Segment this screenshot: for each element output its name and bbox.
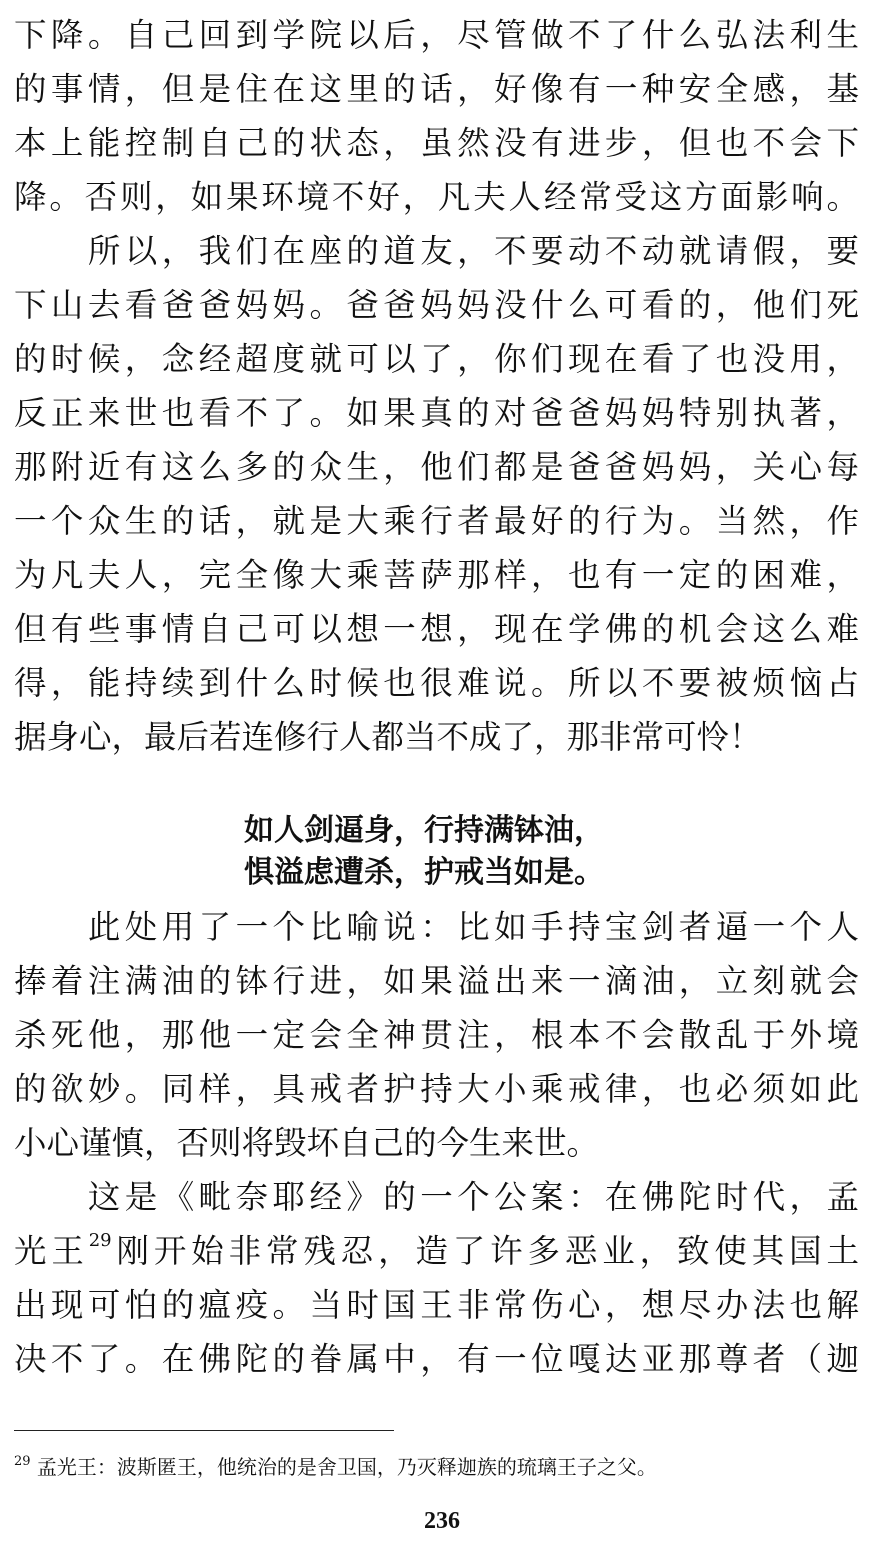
paragraph-block-1 <box>14 8 859 764</box>
text-line: 下降。自己回到学院以后，尽管做不了什么弘法利生 <box>14 16 859 54</box>
text-line: 那附近有这么多的众生，他们都是爸爸妈妈，关心每 <box>14 448 859 486</box>
text-line: 小心谨慎，否则将毁坏自己的今生来世。 <box>14 1124 600 1162</box>
footnote-text: 孟光王：波斯匿王，他统治的是舍卫国，乃灭释迦族的琉璃王子之父。 <box>36 1455 657 1479</box>
text-line: 反正来世也看不了。如果真的对爸爸妈妈特别执著， <box>14 394 859 432</box>
text-line: 的欲妙。同样，具戒者护持大小乘戒律，也必须如此 <box>14 1070 859 1108</box>
text-line: 出现可怕的瘟疫。当时国王非常伤心，想尽办法也解 <box>14 1286 859 1324</box>
text-line: 这是《毗奈耶经》的一个公案：在佛陀时代，孟 <box>14 1178 859 1216</box>
text-line: 一个众生的话，就是大乘行者最好的行为。当然，作 <box>14 502 859 540</box>
verse-line: 惧溢虑遭杀，护戒当如是。 <box>244 855 604 890</box>
verse-line: 如人剑逼身，行持满钵油， <box>244 813 604 848</box>
footnote-divider <box>14 1430 394 1431</box>
paragraph-block-2 <box>14 900 859 1386</box>
text-line: 为凡夫人，完全像大乘菩萨那样，也有一定的困难， <box>14 556 859 594</box>
text-line: 得，能持续到什么时候也很难说。所以不要被烦恼占 <box>14 664 859 702</box>
verse-block <box>244 810 804 894</box>
footnote-number: 29 <box>14 1454 31 1469</box>
text-line: 所以，我们在座的道友，不要动不动就请假，要 <box>14 232 859 270</box>
text-line-with-footnote <box>14 1224 859 1278</box>
text-line: 此处用了一个比喻说：比如手持宝剑者逼一个人 <box>14 908 859 946</box>
footnote-reference: 29 <box>88 1230 112 1251</box>
page-number: 236 <box>424 1508 460 1534</box>
footnote <box>14 1452 864 1482</box>
text-line: 的事情，但是住在这里的话，好像有一种安全感，基 <box>14 70 859 108</box>
text-line: 决不了。在佛陀的眷属中，有一位嘎达亚那尊者（迦 <box>14 1340 859 1378</box>
text-fragment: 刚开始非常残忍，造了许多恶业，致使其国土 <box>111 1232 859 1270</box>
text-line: 下山去看爸爸妈妈。爸爸妈妈没什么可看的，他们死 <box>14 286 859 324</box>
text-line: 据身心，最后若连修行人都当不成了，那非常可怜！ <box>14 718 762 756</box>
text-fragment: 光王 <box>14 1232 89 1270</box>
text-line: 的时候，念经超度就可以了，你们现在看了也没用， <box>14 340 859 378</box>
text-line: 本上能控制自己的状态，虽然没有进步，但也不会下 <box>14 124 859 162</box>
text-line: 捧着注满油的钵行进，如果溢出来一滴油，立刻就会 <box>14 962 859 1000</box>
text-line: 杀死他，那他一定会全神贯注，根本不会散乱于外境 <box>14 1016 859 1054</box>
text-line: 降。否则，如果环境不好，凡夫人经常受这方面影响。 <box>14 178 859 216</box>
text-line: 但有些事情自己可以想一想，现在学佛的机会这么难 <box>14 610 859 648</box>
